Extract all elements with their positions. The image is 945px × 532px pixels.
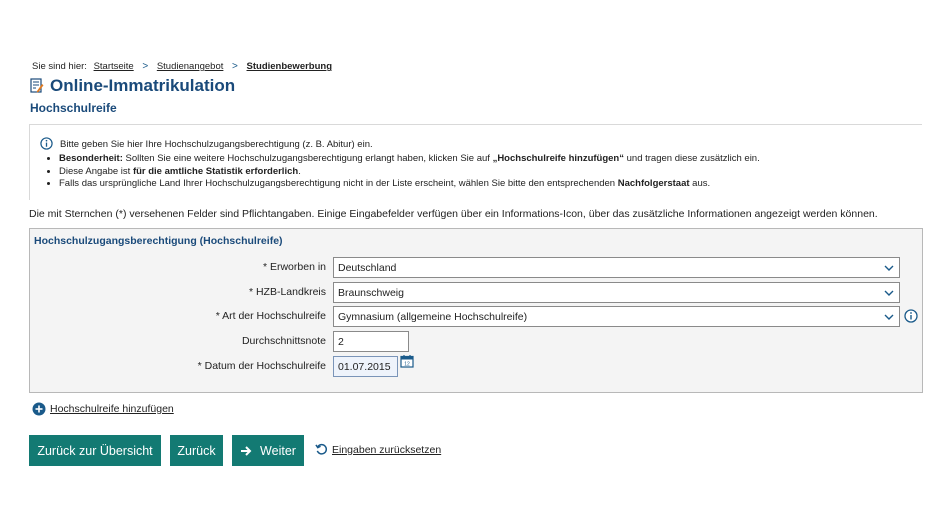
arrow-right-icon: [240, 445, 252, 457]
row-erworben-in: [30, 257, 924, 279]
back-button[interactable]: Zurück: [170, 435, 223, 466]
durchschnittsnote-value: 2: [338, 336, 344, 348]
info-intro: Bitte geben Sie hier Ihre Hochschulzugangsberechtigung (z. B. Abitur) ein.: [60, 139, 373, 150]
row-datum-hochschulreife: [30, 356, 924, 378]
datum-hochschulreife-input[interactable]: [333, 356, 398, 377]
datum-hochschulreife-label: * Datum der Hochschulreife: [197, 360, 326, 372]
section-subtitle: Hochschulreife: [30, 101, 117, 115]
next-button-label: Weiter: [260, 443, 296, 458]
hzb-landkreis-value: Braunschweig: [338, 287, 404, 299]
required-fields-note: Die mit Sternchen (*) versehenen Felder sind Pflichtangaben. Einige Eingabefelder verfügen über ein Informations-Icon, über das zusätzliche Informationen angezeigt werden können.: [29, 208, 878, 220]
datum-hochschulreife-value: 01.07.2015: [338, 361, 391, 373]
durchschnittsnote-label: Durchschnittsnote: [241, 335, 326, 347]
row-art-hochschulreife: [30, 306, 924, 328]
erworben-in-select[interactable]: [333, 257, 900, 278]
art-hochschulreife-label: * Art der Hochschulreife: [215, 310, 326, 322]
next-button[interactable]: [232, 435, 304, 466]
calendar-icon[interactable]: [400, 354, 414, 368]
info-bold-text: Besonderheit:: [59, 153, 123, 164]
add-hochschulreife-link[interactable]: [32, 402, 174, 416]
info-text: aus.: [689, 178, 711, 189]
list-item: [59, 166, 760, 179]
plus-circle-icon: [32, 402, 46, 416]
svg-text:12: 12: [404, 361, 410, 368]
form-edit-icon: [30, 78, 44, 94]
hzb-fieldset: [29, 228, 923, 393]
art-hochschulreife-select[interactable]: [333, 306, 900, 327]
undo-icon: [315, 443, 328, 456]
info-text: und tragen diese zusätzlich ein.: [624, 153, 760, 164]
breadcrumb-link-startseite[interactable]: Startseite: [93, 61, 134, 72]
info-text: Diese Angabe ist: [59, 165, 133, 177]
page-title: Online-Immatrikulation: [50, 76, 236, 95]
back-to-overview-button[interactable]: Zurück zur Übersicht: [29, 435, 161, 466]
hzb-landkreis-select[interactable]: [333, 282, 900, 303]
breadcrumb-current: Studienbewerbung: [246, 61, 333, 72]
info-icon: [40, 137, 53, 150]
page-title-row: [30, 76, 235, 96]
chevron-down-icon: [884, 263, 894, 273]
breadcrumb-separator-icon: >: [232, 61, 238, 72]
info-box: [29, 124, 922, 200]
info-icon[interactable]: [904, 309, 918, 323]
breadcrumb-link-studienangebot[interactable]: Studienangebot: [156, 61, 224, 72]
erworben-in-label: * Erworben in: [262, 261, 326, 273]
list-item: [59, 153, 760, 166]
chevron-down-icon: [884, 312, 894, 322]
info-bold-text: für die amtliche Statistik erforderlich: [132, 165, 299, 177]
hzb-landkreis-label: * HZB-Landkreis: [248, 286, 326, 298]
info-text: Falls das ursprüngliche Land Ihrer Hochschulzugangsberechtigung nicht in der Liste erscheint, wählen Sie bitte den entsprechenden: [59, 178, 618, 189]
info-text: .: [298, 165, 301, 177]
info-text: Sollten Sie eine weitere Hochschulzugangsberechtigung erlangt haben, klicken Sie auf: [122, 153, 493, 164]
add-hochschulreife-label: Hochschulreife hinzufügen: [50, 403, 174, 415]
durchschnittsnote-input[interactable]: [333, 331, 409, 352]
row-durchschnittsnote: [30, 331, 924, 353]
reset-inputs-label: Eingaben zurücksetzen: [332, 443, 442, 456]
chevron-down-icon: [884, 288, 894, 298]
reset-inputs-link[interactable]: [315, 443, 441, 456]
info-list: [46, 153, 760, 191]
breadcrumb-separator-icon: >: [142, 61, 149, 72]
info-bold-text: Nachfolgerstaat: [617, 178, 690, 189]
art-hochschulreife-value: Gymnasium (allgemeine Hochschulreife): [338, 311, 528, 323]
row-hzb-landkreis: [30, 282, 924, 304]
breadcrumb: [32, 61, 332, 72]
info-bold-text: „Hochschulreife hinzufügen“: [492, 153, 624, 164]
fieldset-legend: Hochschulzugangsberechtigung (Hochschulreife): [34, 235, 283, 247]
erworben-in-value: Deutschland: [338, 262, 397, 274]
list-item: [59, 178, 760, 191]
breadcrumb-prefix: Sie sind hier:: [32, 61, 87, 72]
